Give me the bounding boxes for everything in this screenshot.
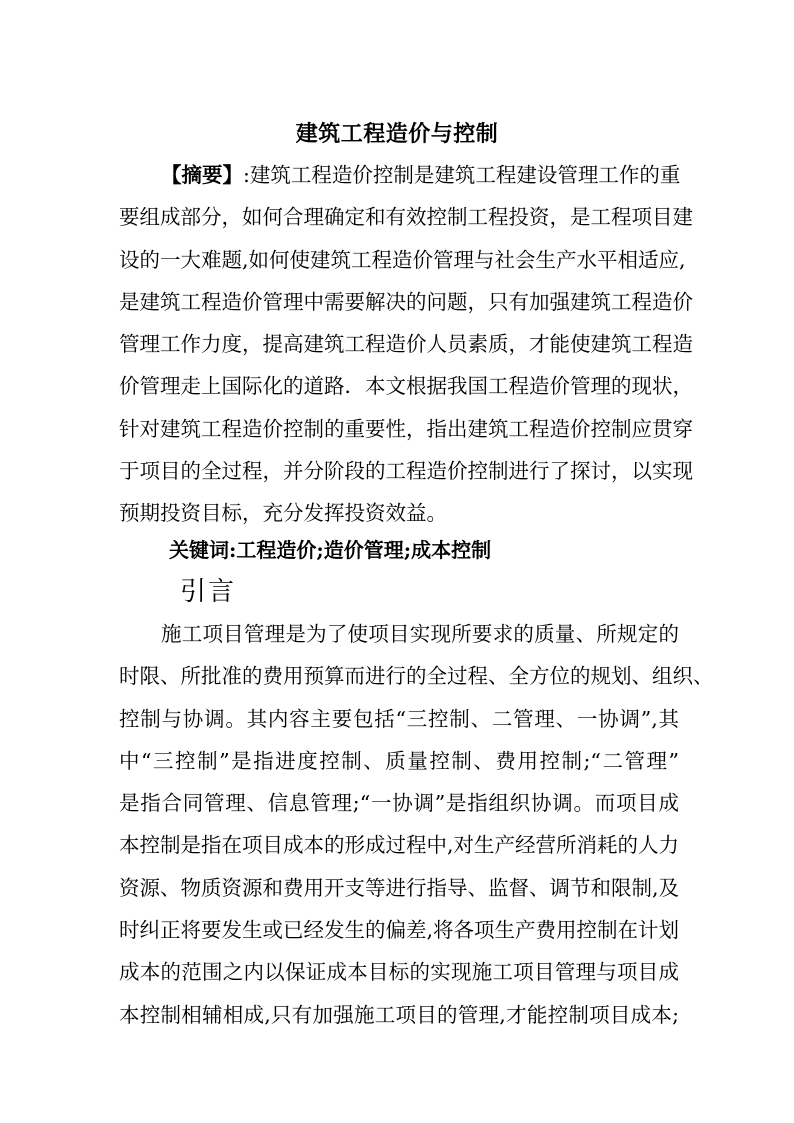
intro-paragraph bbox=[119, 613, 714, 1036]
abstract-line: 是建筑工程造价管理中需要解决的问题，只有加强建筑工程造价 bbox=[119, 289, 693, 314]
abstract-line: 价管理走上国际化的道路．本文根据我国工程造价管理的现状， bbox=[119, 374, 693, 399]
intro-line: 控制与协调。其内容主要包括“三控制、二管理、一协调”,其 bbox=[119, 706, 679, 731]
abstract-line bbox=[119, 154, 679, 196]
abstract-line: 管理工作力度，提高建筑工程造价人员素质，才能使建筑工程造 bbox=[119, 332, 693, 357]
intro-line: 是指合同管理、信息管理;“一协调”是指组织协调。而项目成 bbox=[119, 791, 679, 816]
intro-line: 本控制是指在项目成本的形成过程中,对生产经营所消耗的人力 bbox=[119, 833, 680, 858]
intro-line: 中“三控制”是指进度控制、质量控制、费用控制;“二管理” bbox=[119, 748, 679, 773]
intro-line: 时限、所批准的费用预算而进行的全过程、全方位的规划、组织、 bbox=[119, 664, 714, 689]
abstract-line: 预期投资目标，充分发挥投资效益。 bbox=[119, 501, 447, 526]
intro-line: 成本的范围之内以保证成本目标的实现施工项目管理与项目成 bbox=[119, 960, 679, 985]
abstract-line: 要组成部分，如何合理确定和有效控制工程投资，是工程项目建 bbox=[119, 205, 693, 230]
section-heading: 引言 bbox=[180, 577, 237, 607]
keywords-line: 关键词:工程造价;造价管理;成本控制 bbox=[169, 538, 492, 562]
intro-line: 资源、物质资源和费用开支等进行指导、监督、调节和限制,及 bbox=[119, 875, 680, 900]
abstract-line: 针对建筑工程造价控制的重要性，指出建筑工程造价控制应贯穿 bbox=[119, 416, 693, 441]
abstract-line: 设的一大难题,如何使建筑工程造价管理与社会生产水平相适应, bbox=[119, 247, 686, 272]
abstract-line: 于项目的全过程，并分阶段的工程造价控制进行了探讨，以实现 bbox=[119, 459, 693, 484]
abstract-paragraph bbox=[119, 154, 693, 535]
document-title: 建筑工程造价与控制 bbox=[295, 121, 499, 147]
intro-line: 施工项目管理是为了使项目实现所要求的质量、所规定的 bbox=[161, 622, 679, 646]
abstract-line-text: :建筑工程造价控制是建筑工程建设管理工作的重 bbox=[243, 163, 681, 187]
intro-line: 本控制相辅相成,只有加强施工项目的管理,才能控制项目成本; bbox=[119, 1002, 679, 1027]
abstract-label: 【摘要】 bbox=[161, 163, 243, 187]
intro-line: 时纠正将要发生或已经发生的偏差,将各项生产费用控制在计划 bbox=[119, 918, 680, 943]
